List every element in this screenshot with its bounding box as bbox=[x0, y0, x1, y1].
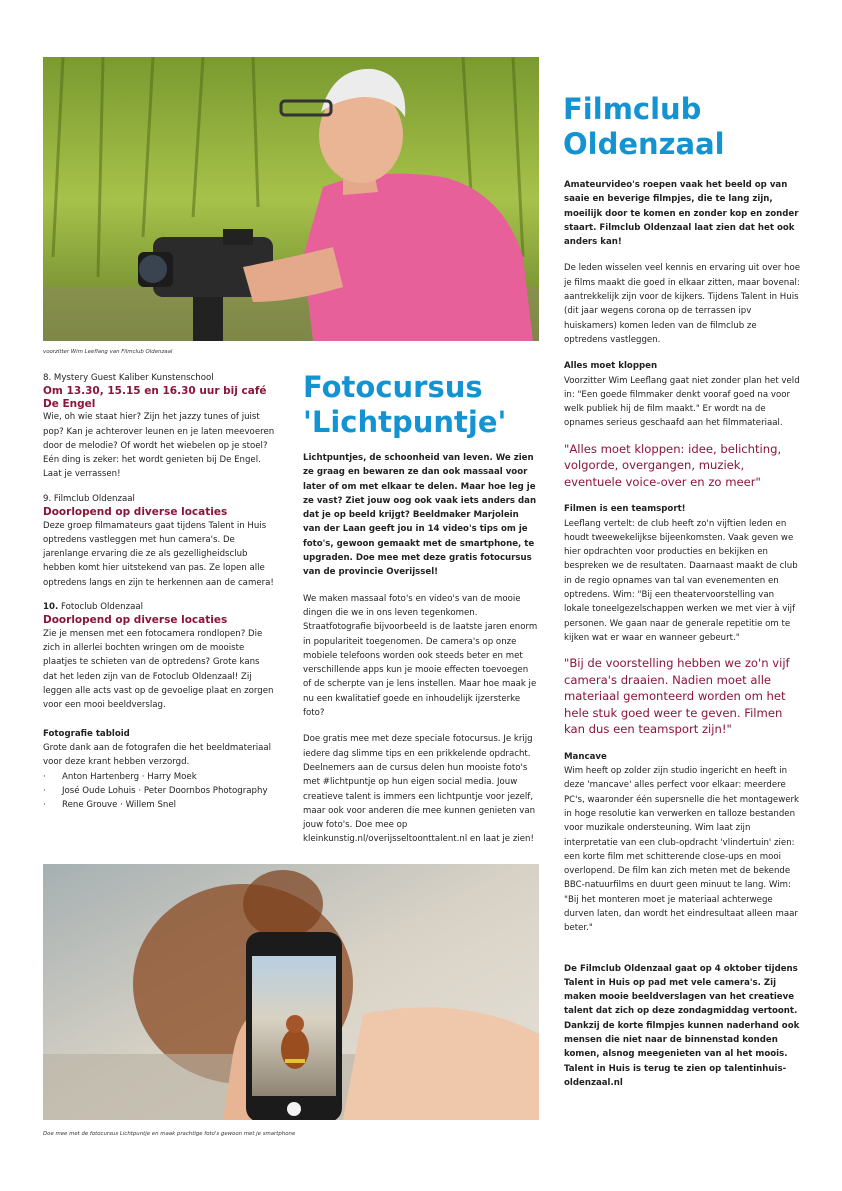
filmclub-title-line1: Filmclub bbox=[563, 92, 702, 126]
item8-subheading: Om 13.30, 15.15 en 16.30 uur bij café De Engel bbox=[43, 385, 267, 410]
photo2-caption: Doe mee met de fotocursus Lichtpuntje en maak prachtige foto's gewoon met je smartphone bbox=[43, 1131, 296, 1137]
fotocursus-article bbox=[303, 451, 539, 847]
item10-heading bbox=[43, 600, 275, 614]
filmclub-heading-mancave: Mancave bbox=[564, 751, 607, 762]
filmclub-p3: Leeflang vertelt: de club heeft zo'n vijftien leden en houdt tweewekelijkse bijeenkomsten. Vaak geven we hier opdrachten voor producties en bekijken en bespreken we de resultaten. Daarnaast maakt de club in de regio opnames van tal van evenementen en optredens. Wim: "Bij een theatervoorstelling van lokale toneelgezelschappen werken we met vier à vijf personen. We gaan naar de generale repetitie om te kijken wat er waar en wanneer gebeurt." bbox=[564, 518, 798, 643]
photo-smartphone-illustration bbox=[43, 864, 539, 1120]
filmclub-p5: De Filmclub Oldenzaal gaat op 4 oktober tijdens Talent in Huis op pad met vele camera's. Zij maken mooie beeldverslagen van het creatieve talent dat zich op deze zondagmiddag vertoont. Dankzij de korte filmpjes kunnen naderhand ook mensen die niet naar de binnenstad konden komen, alsnog meegenieten van al het moois. Talent in Huis is terug te zien op talentinhuis-oldenzaal.nl bbox=[564, 963, 800, 1088]
tabloid-text: Grote dank aan de fotografen die het beeldmateriaal voor deze krant hebben verzorgd. bbox=[43, 742, 272, 768]
item10-text: Zie je mensen met een fotocamera rondlopen? Die zich in allerlei bochten wringen om de mooiste plaatjes te schieten van de optredens? Grote kans dat het leden zijn van de Fotoclub Oldenzaal! Zij leggen alle acts vast op de gevoelige plaat en zorgen voor een mooi beeldverslag. bbox=[43, 628, 274, 711]
filmclub-article bbox=[564, 178, 800, 1090]
filmclub-heading-alles: Alles moet kloppen bbox=[564, 361, 658, 372]
filmclub-p2: Voorzitter Wim Leeflang gaat niet zonder plan het veld in: "Een goede filmmaker denkt vooraf goed na voor welk publiek hij de film maakt." Er wordt na de opnames serieus geschaafd aan het filmmateriaal. bbox=[564, 375, 800, 429]
program-list bbox=[43, 371, 275, 812]
item10-number: 10. bbox=[43, 602, 59, 613]
photographer-row: · José Oude Lohuis · Peter Doornbos Photography bbox=[43, 784, 275, 798]
fotocursus-title bbox=[303, 370, 506, 440]
item9-text: Deze groep filmamateurs gaat tijdens Talent in Huis optredens vastleggen met hun camera's. De jarenlange ervaring die ze als gezelligheidsclub hebben komt hier uitstekend van pas. Ze lopen alle optredens langs en zijn te herkennen aan de camera! bbox=[43, 520, 274, 588]
tabloid-heading: Fotografie tabloid bbox=[43, 728, 130, 739]
filmclub-quote1: "Alles moet kloppen: idee, belichting, volgorde, overgangen, muziek, eventuele voice-over en zo meer" bbox=[564, 441, 782, 489]
filmclub-heading-filmen: Filmen is een teamsport! bbox=[564, 504, 686, 515]
item9-subheading: Doorlopend op diverse locaties bbox=[43, 506, 228, 519]
photographer-list bbox=[43, 770, 275, 813]
fotocursus-p3: Doe gratis mee met deze speciale fotocursus. Je krijg iedere dag slimme tips en een prikkelende opdracht. Deelnemers aan de cursus delen hun mooiste foto's met #lichtpuntje op hun eigen social media. Jouw creatieve talent is immers een lichtpuntje voor jezelf, maar ook voor anderen die mee kunnen genieten van jouw foto's. Doe mee op kleinkunstig.nl/overijsseltoonttalent.nl en laat je zien! bbox=[303, 734, 536, 845]
photo1-caption: voorzitter Wim Leeflang van Filmclub Oldenzaal bbox=[43, 349, 173, 355]
filmclub-intro: Amateurvideo's roepen vaak het beeld op van saaie en beverige filmpjes, die te lang zijn, moeilijk door te komen en zonder kop en zonder staart. Filmclub Oldenzaal laat zien dat het ook anders kan! bbox=[564, 180, 799, 248]
item9-heading: 9. Filmclub Oldenzaal bbox=[43, 493, 135, 504]
filmclub-title bbox=[563, 92, 725, 162]
fotocursus-p2: We maken massaal foto's en video's van de mooie dingen die we in ons leven tegenkomen. Straatfotografie bijvoorbeeld is de laatste jaren enorm in populariteit toegenomen. De camera's op onze mobiele telefoons worden ook steeds beter en met verschillende apps kun je mooie effecten toevoegen of de scherpte van je lens instellen. Maar hoe maak je nu een kwalitatief goede en inhoudelijk ijzersterke foto? bbox=[303, 593, 538, 719]
photo-smartphone bbox=[43, 864, 539, 1120]
fotocursus-title-line1: Fotocursus bbox=[303, 370, 483, 404]
filmclub-title-line2: Oldenzaal bbox=[563, 127, 725, 161]
item10-subheading: Doorlopend op diverse locaties bbox=[43, 614, 228, 627]
photographer-row: · Rene Grouve · Willem Snel bbox=[43, 798, 275, 812]
photo-filmmaker bbox=[43, 57, 539, 341]
item10-title: Fotoclub Oldenzaal bbox=[58, 602, 144, 613]
item8-heading: 8. Mystery Guest Kaliber Kunstenschool bbox=[43, 373, 214, 383]
filmclub-quote2: "Bij de voorstelling hebben we zo'n vijf camera's draaien. Nadien moet alle materiaal gemonteerd worden om het hele stuk goed weer te geven. Filmen kan dus een teamsport zijn!" bbox=[564, 656, 790, 737]
fotocursus-title-line2: 'Lichtpuntje' bbox=[303, 405, 507, 439]
fotocursus-p1: Lichtpuntjes, de schoonheid van leven. We zien ze graag en bewaren ze dan ook massaal voor later of om met elkaar te delen. Maar hoe leg je ze vast? Ziet jouw oog ook vaak iets anders dan dat je op beeld krijgt? Beeldmaker Marjolein van der Laan geeft jou in 14 video's tips om je foto's, gewoon gemaakt met de smartphone, te upgraden. Doe mee met deze gratis fotocursus van de provincie Overijssel! bbox=[303, 453, 537, 578]
photo-filmmaker-illustration bbox=[43, 57, 539, 341]
filmclub-p1: De leden wisselen veel kennis en ervaring uit over hoe je films maakt die goed in elkaar zitten, maar bovenal: aantrekkelijk zijn voor de kijkers. Tijdens Talent in Huis (dit jaar wegens corona op de terrassen ipv huiskamers) komen leden van de filmclub ze optredens vastleggen. bbox=[564, 263, 800, 345]
item8-text: Wie, oh wie staat hier? Zijn het jazzy tunes of juist pop? Kan je achterover leunen en je laten meevoeren door de melodie? Of wordt het wiebelen op je stoel? Eén ding is zeker: het wordt genieten bij De Engel. Laat je verrassen! bbox=[43, 412, 275, 480]
filmclub-p4: Wim heeft op zolder zijn studio ingericht en heeft in deze 'mancave' alles perfect voor elkaar: meerdere PC's, waaronder één supersnelle die het montagewerk in hoge resolutie kan verwerken en talloze bestanden voor muzikale ondersteuning. Wim laat zijn interpretatie van een club-opdracht 'vlindertuin' zien: een korte film met schitterende close-ups en mooi overlopend. De film kan zich meten met de bekende BBC-natuurfilms en duurt geen minuut te lang. Wim: "Bij het monteren moet je materiaal achterwege durven laten, dan wordt het eindresultaat alleen maar beter." bbox=[564, 766, 800, 934]
photographer-row: · Anton Hartenberg · Harry Moek bbox=[43, 770, 275, 784]
